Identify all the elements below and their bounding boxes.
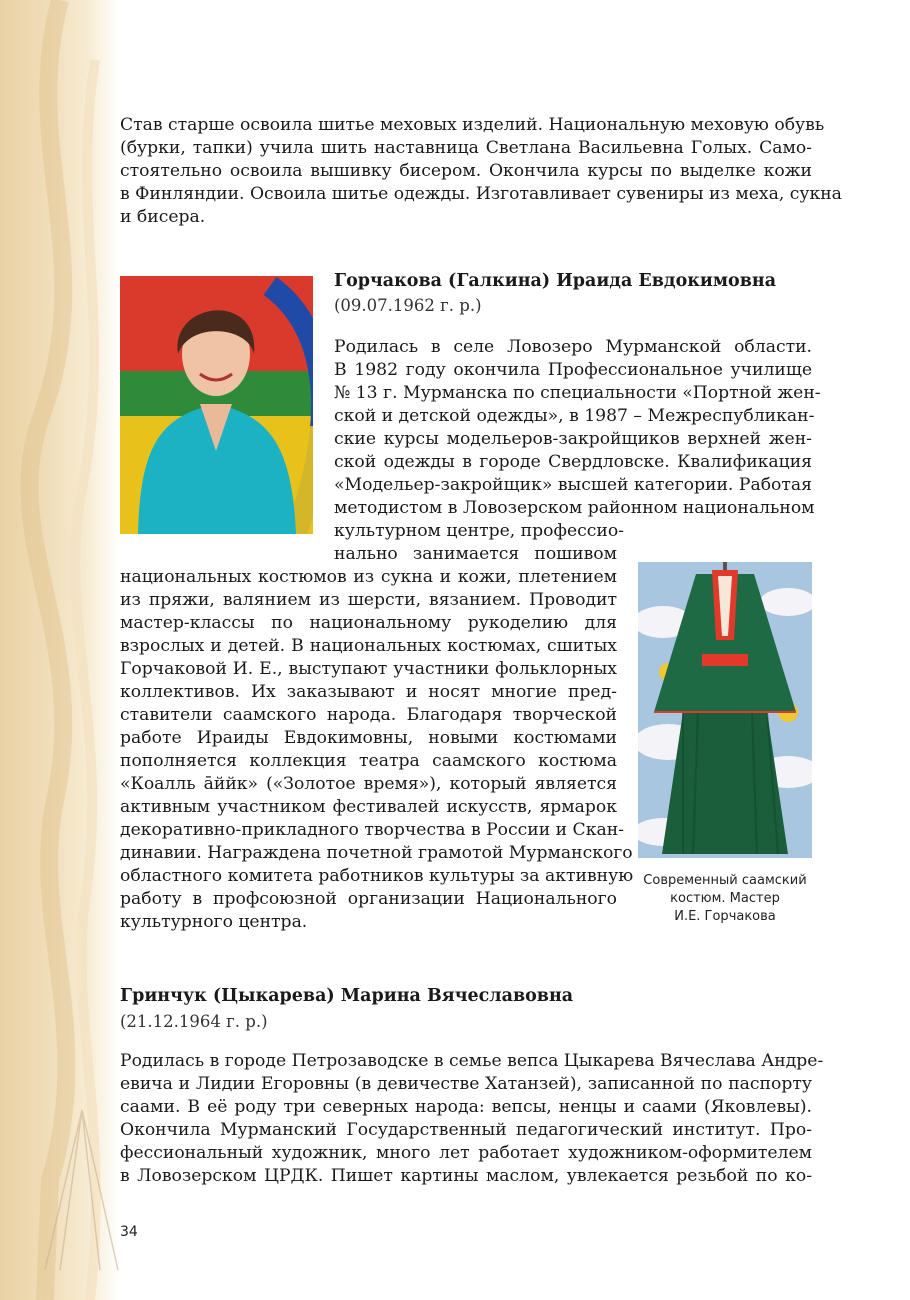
text-line: «Модельер-закройщик» высшей категории. Работая (334, 475, 812, 495)
bio-paragraph (120, 1050, 824, 1188)
text-line: пополняется коллекция театра саамского костюма (120, 751, 617, 771)
text-line: в Финляндии. Освоила шитье одежды. Изготавливает сувениры из меха, сукна (120, 184, 842, 204)
costume-caption (632, 872, 818, 926)
text-line: в Ловозерском ЦРДК. Пишет картины маслом, увлекается резьбой по ко- (120, 1166, 812, 1186)
text-line: из пряжи, валянием из шерсти, вязанием. Проводит (120, 590, 617, 610)
text-line: фессиональный художник, много лет работает художником-оформителем (120, 1143, 812, 1163)
text-line: Окончила Мурманский Государственный педагогический институт. Про- (120, 1120, 812, 1140)
birth-date: (21.12.1964 г. р.) (120, 1012, 268, 1031)
costume-photo (638, 562, 812, 858)
caption-line: И.Е. Горчакова (674, 909, 776, 924)
text-line: работе Ираиды Евдокимовны, новыми костюмами (120, 728, 617, 748)
text-line: «Коалль а̄ййк» («Золотое время»), который является (120, 774, 617, 794)
text-line: нально занимается пошивом (334, 544, 617, 564)
text-line: Горчаковой И. Е., выступают участники фольклорных (120, 659, 617, 679)
text-line: культурного центра. (120, 912, 308, 932)
text-line: и бисера. (120, 207, 206, 227)
caption-line: костюм. Мастер (670, 891, 780, 906)
text-line: Став старше освоила шитье меховых изделий. Национальную меховую обувь (120, 115, 825, 135)
text-line: взрослых и детей. В национальных костюмах, сшитых (120, 636, 617, 656)
text-line: № 13 г. Мурманска по специальности «Портной жен- (334, 383, 821, 403)
text-line: коллективов. Их заказывают и носят многие пред- (120, 682, 617, 702)
person-name: Гринчук (Цыкарева) Марина Вячеславовна (120, 986, 574, 1006)
text-line: ской одежды в городе Свердловске. Квалификация (334, 452, 812, 472)
text-line: ские курсы модельеров-закройщиков верхней жен- (334, 429, 812, 449)
text-line: стоятельно освоила вышивку бисером. Окончила курсы по выделке кожи (120, 161, 812, 181)
text-line: методистом в Ловозерском районном национальном (334, 498, 815, 518)
text-line: саами. В её роду три северных народа: вепсы, ненцы и саами (Яковлевы). (120, 1097, 812, 1117)
decorative-side-strip (0, 0, 120, 1300)
text-line: культурном центре, профессио- (334, 521, 624, 541)
bio-paragraph-continued (120, 566, 634, 934)
person-name: Горчакова (Галкина) Ираида Евдокимовна (334, 271, 777, 291)
bio-paragraph-middle (334, 520, 624, 566)
text-line: мастер-классы по национальному рукоделию для (120, 613, 617, 633)
intro-paragraph (120, 114, 842, 229)
text-line: декоративно-прикладного творчества в России и Скан- (120, 820, 624, 840)
page-number: 34 (120, 1224, 138, 1240)
text-line: национальных костюмов из сукна и кожи, плетением (120, 567, 617, 587)
text-line: ставители саамского народа. Благодаря творческой (120, 705, 617, 725)
ornament-swirl-icon (0, 0, 120, 1300)
birth-date: (09.07.1962 г. р.) (334, 296, 482, 315)
text-line: В 1982 году окончила Профессиональное училище (334, 360, 812, 380)
text-line: Родилась в городе Петрозаводске в семье вепса Цыкарева Вячеслава Андре- (120, 1051, 824, 1071)
portrait-photo (120, 276, 313, 534)
text-line: (бурки, тапки) учила шить наставница Светлана Васильевна Голых. Само- (120, 138, 812, 158)
text-line: активным участником фестивалей искусств, ярмарок (120, 797, 617, 817)
caption-line: Современный саамский (643, 873, 807, 888)
text-line: областного комитета работников культуры за активную (120, 866, 634, 886)
text-line: динавии. Награждена почетной грамотой Мурманского (120, 843, 633, 863)
bio-paragraph (334, 336, 821, 520)
text-line: ской и детской одежды», в 1987 – Межреспубликан- (334, 406, 815, 426)
text-line: работу в профсоюзной организации Национального (120, 889, 617, 909)
text-line: Родилась в селе Ловозеро Мурманской области. (334, 337, 812, 357)
text-line: евича и Лидии Егоровны (в девичестве Хатанзей), записанной по паспорту (120, 1074, 812, 1094)
